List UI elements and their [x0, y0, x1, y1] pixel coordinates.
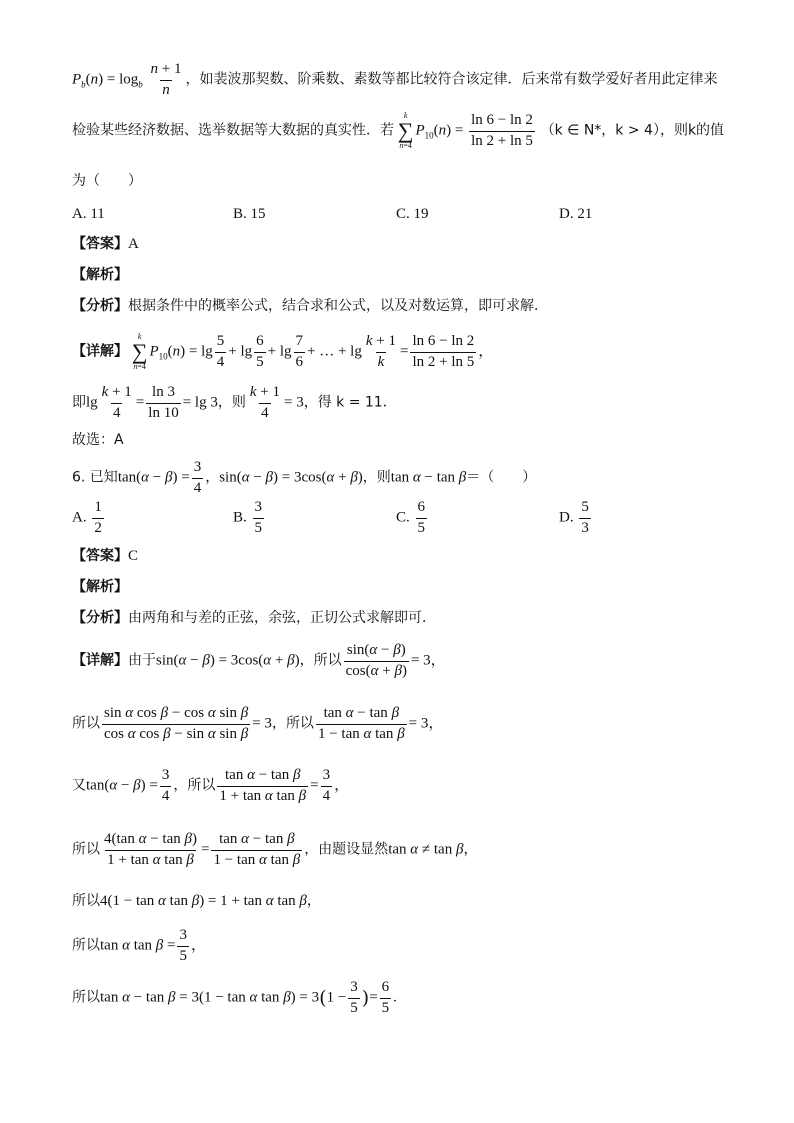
problem5-line1-text: ，如裴波那契数、阶乘数、素数等都比较符合该定律．后来常有数学爱好者用此定律来 — [185, 71, 718, 88]
option-c: C. $\frac{6}{5}$ — [396, 499, 426, 536]
problem5-line3: 为（ ） — [72, 173, 142, 189]
detail-label: 【详解】 — [72, 343, 128, 360]
fraction: $\frac{\ln 6 - \ln 2}{\ln 2 + \ln 5}$ — [471, 111, 533, 149]
answer-value: A — [128, 236, 139, 252]
step-line: 又tan(α − β) = $\frac{3}{4}$ ，所以 $\frac{\text{tan α − tan β}}{\text{1 + tan α tan β}}$ = $\frac{3}{4}$ ， — [72, 767, 350, 804]
step-line: 所以tan α tan β = $\frac{3}{5}$ ， — [72, 927, 206, 964]
step2-line: 即lg $\frac{k + 1}{4}$ = $\frac{\ln 3}{\ln 10}$ = lg 3，则 $\frac{k + 1}{4}$ = 3，得 k = 11． — [72, 384, 397, 421]
fenxi-label: 【分析】 — [72, 610, 128, 626]
fenxi-line — [72, 611, 436, 625]
problem5-condition: （k ∈ N*，k > 4），则k的值 — [540, 122, 725, 139]
fenxi-line — [72, 299, 548, 313]
fraction: $\frac{n + 1}{n}$ — [150, 61, 182, 98]
problem5-line2-text: 检验某些经济数据、选举数据等大数据的真实性．若 — [72, 122, 394, 139]
step-line: 所以 $\frac{\text{sin α cos β − cos α sin β}}{\text{cos α cos β − sin α sin β}}$ = 3，所以 $\frac{\text{tan α − tan β}}{\text{1 − tan α tan β}}$ = 3， — [72, 705, 444, 742]
answer-line — [72, 549, 138, 564]
problem5-line1: $P_b(n) = \log_b$ $\frac{n + 1}{n}$ ，如裴波那契数、阶乘数、素数等都比较符合该定律．后来常有数学爱好者用此定律来 — [72, 61, 718, 98]
answer-label: 【答案】 — [72, 236, 128, 252]
step-line: 所以4(1 − tan α tan β) = 1 + tan α tan β， — [72, 893, 321, 909]
option-b: B. $\frac{3}{5}$ — [233, 499, 263, 536]
detail-label: 【详解】 — [72, 652, 128, 669]
detail-line: 【详解】 k ∑ n=4 $P_{10}(n) = \lg$ $\frac{5}{4}$ + lg $\frac{6}{5}$ + lg $\frac{7}{6}$ + … + lg $\frac{k + 1}{k}$ = $\frac{\ln 6 - \ln 2}{\ln 2 + \ln 5}$ ， — [72, 332, 494, 371]
option-d: D. 21 — [559, 206, 593, 222]
detail-line: 【详解】由于sin(α − β) = 3cos(α + β)，所以 $\frac{\sin(\alpha - \beta)}{\cos(\alpha + \beta)}$ = 3， — [72, 642, 446, 679]
problem5-line2: 检验某些经济数据、选举数据等大数据的真实性．若 k ∑ n=4 $P_{10}(n)$ = $\frac{\ln 6 - \ln 2}{\ln 2 + \ln 5}$ （k ∈ N*，k > 4），则k的值 — [72, 111, 725, 150]
step-line: 所以tan α − tan β = 3(1 − tan α tan β) = 3(1 − $\frac{3}{5}$ )= $\frac{6}{5}$ . — [72, 979, 397, 1016]
analysis-label: 【解析】 — [72, 579, 128, 595]
option-a: A. $\frac{1}{2}$ — [72, 499, 102, 536]
step-line: 所以 $\frac{\text{4(tan α − tan β)}}{\text{1 + tan α tan β}}$ = $\frac{\text{tan α − tan β}}{\text{1 − tan α tan β}}$ ，由题设显然tan α ≠ tan β， — [72, 831, 478, 868]
fenxi-text: 由两角和与差的正弦，余弦，正切公式求解即可． — [128, 610, 436, 626]
option-b: B. 15 — [233, 206, 266, 222]
fenxi-text: 根据条件中的概率公式，结合求和公式，以及对数运算，即可求解． — [128, 298, 548, 314]
summation: k ∑ n=4 — [397, 111, 414, 150]
analysis-label: 【解析】 — [72, 267, 128, 283]
summation: k ∑ n=4 — [131, 332, 148, 371]
option-c: C. 19 — [396, 206, 429, 222]
answer-label: 【答案】 — [72, 548, 128, 564]
choose-line: 故选：A — [72, 432, 124, 448]
option-d: D. $\frac{5}{3}$ — [559, 499, 589, 536]
option-a: A. 11 — [72, 206, 105, 222]
answer-line — [72, 237, 139, 252]
answer-value: C — [128, 548, 139, 564]
problem6-stem: 6. 已知tan(α − β) = $\frac{3}{4}$ ，sin(α − β) = 3cos(α + β)，则tan α − tan β＝（ ） — [72, 459, 537, 496]
fenxi-label: 【分析】 — [72, 298, 128, 314]
